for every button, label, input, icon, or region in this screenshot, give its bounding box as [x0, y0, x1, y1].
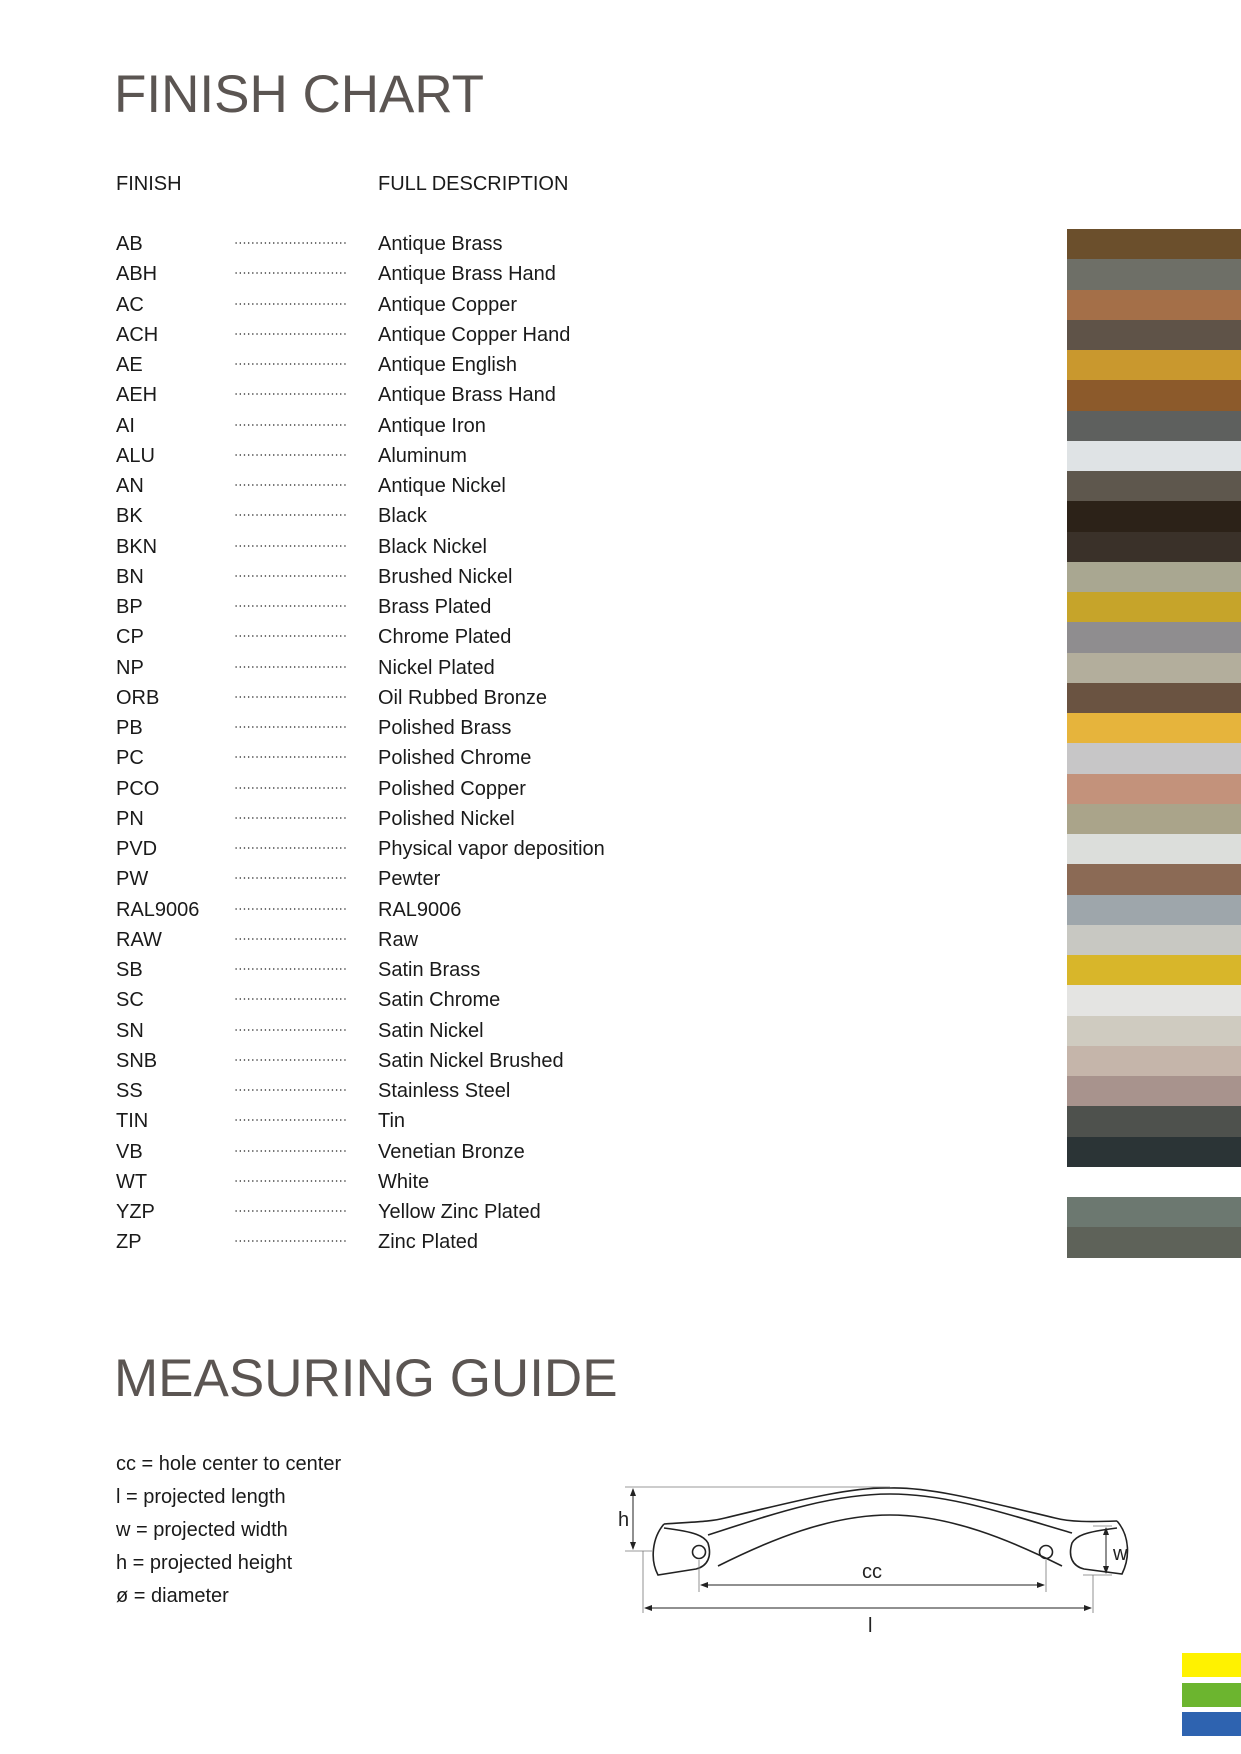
dot-leader [234, 787, 348, 789]
finish-swatch [1067, 713, 1241, 743]
finish-description: Black Nickel [378, 535, 487, 558]
finish-list [0, 229, 1241, 1258]
finish-code: ORB [116, 686, 160, 709]
finish-description: Black [378, 505, 427, 528]
finish-code: AN [116, 475, 144, 497]
finish-swatch [1067, 683, 1241, 713]
finish-description: Raw [378, 928, 419, 951]
finish-description: Brass Plated [378, 596, 492, 618]
finish-swatch [1067, 1137, 1241, 1167]
handle-diagram [600, 1460, 1160, 1640]
finish-description: Nickel Plated [378, 656, 495, 679]
finish-description: Antique Nickel [378, 475, 506, 497]
finish-row [0, 955, 1241, 985]
h-label: h [618, 1509, 630, 1531]
finish-description: RAL9006 [378, 898, 462, 921]
dot-leader [234, 756, 348, 758]
finish-row [0, 925, 1241, 955]
finish-description: Pewter [378, 868, 441, 891]
finish-swatch [1067, 592, 1241, 622]
finish-row [0, 985, 1241, 1015]
finish-code: PC [116, 747, 144, 770]
finish-row [0, 804, 1241, 834]
finish-row [0, 592, 1241, 622]
finish-swatch [1067, 1227, 1241, 1257]
finish-code: AI [116, 414, 135, 437]
finish-code: CP [116, 626, 144, 649]
finish-row [0, 501, 1241, 531]
finish-code: YZP [116, 1201, 155, 1223]
finish-code: PCO [116, 777, 160, 800]
finish-code: TIN [116, 1110, 149, 1133]
finish-row [0, 532, 1241, 562]
finish-row [0, 683, 1241, 713]
dot-leader [234, 1029, 348, 1031]
finish-row [0, 1227, 1241, 1257]
cc-label: cc [862, 1561, 882, 1583]
finish-description: Brushed Nickel [378, 565, 513, 588]
finish-code: BK [116, 505, 143, 528]
finish-code: PN [116, 807, 144, 830]
brand-color-green [1182, 1683, 1241, 1707]
finish-description: Venetian Bronze [378, 1140, 525, 1163]
finish-row [0, 350, 1241, 380]
legend-w: w = projected width [116, 1519, 288, 1541]
finish-description: Aluminum [378, 444, 467, 467]
finish-code: ZP [116, 1231, 142, 1254]
dot-leader [234, 1059, 348, 1061]
dot-leader [234, 998, 348, 1000]
finish-code: ACH [116, 323, 159, 346]
finish-row [0, 229, 1241, 259]
finish-code: VB [116, 1140, 143, 1163]
dot-leader [234, 424, 348, 426]
finish-row [0, 1106, 1241, 1136]
finish-code: SB [116, 959, 143, 981]
finish-description: Polished Brass [378, 717, 512, 739]
finish-description: Antique English [378, 354, 517, 376]
finish-swatch [1067, 1197, 1241, 1227]
finish-row [0, 380, 1241, 410]
finish-description: Physical vapor deposition [378, 838, 605, 860]
finish-swatch [1067, 411, 1241, 441]
dot-leader [234, 1150, 348, 1152]
finish-code: BP [116, 596, 143, 618]
dot-leader [234, 1180, 348, 1182]
finish-swatch [1067, 320, 1241, 350]
finish-row [0, 290, 1241, 320]
finish-description: White [378, 1170, 430, 1193]
finish-code: RAW [116, 928, 162, 951]
finish-row [0, 1137, 1241, 1167]
dot-leader [234, 363, 348, 365]
dot-leader [234, 726, 348, 728]
dot-leader [234, 1240, 348, 1242]
finish-swatch [1067, 562, 1241, 592]
dot-leader [234, 393, 348, 395]
legend-l: l = projected length [116, 1486, 286, 1508]
dot-leader [234, 514, 348, 516]
finish-description: Satin Nickel Brushed [378, 1049, 564, 1072]
finish-swatch [1067, 864, 1241, 894]
dot-leader [234, 817, 348, 819]
dot-leader [234, 575, 348, 577]
dot-leader [234, 877, 348, 879]
dot-leader [234, 847, 348, 849]
finish-description: Satin Nickel [378, 1019, 484, 1042]
dot-leader [234, 272, 348, 274]
handle-outline [653, 1488, 1127, 1575]
description-column-header: FULL DESCRIPTION [378, 173, 569, 195]
finish-row [0, 411, 1241, 441]
finish-description: Satin Chrome [378, 989, 501, 1012]
finish-swatch [1067, 441, 1241, 471]
legend-cc: cc = hole center to center [116, 1453, 342, 1475]
dot-leader [234, 666, 348, 668]
finish-row [0, 1016, 1241, 1046]
finish-description: Antique Copper [378, 293, 517, 316]
finish-code: NP [116, 656, 144, 679]
finish-code: BN [116, 565, 144, 588]
finish-code: SC [116, 989, 144, 1012]
finish-row [0, 471, 1241, 501]
finish-code: ALU [116, 444, 155, 467]
finish-swatch [1067, 471, 1241, 501]
finish-code: SNB [116, 1049, 158, 1072]
finish-description: Antique Iron [378, 414, 486, 437]
finish-code: PVD [116, 838, 158, 860]
brand-color-blue [1182, 1712, 1241, 1736]
finish-row [0, 320, 1241, 350]
finish-row [0, 653, 1241, 683]
finish-swatch [1067, 259, 1241, 289]
finish-code: AEH [116, 384, 158, 407]
finish-row [0, 1197, 1241, 1227]
finish-row [0, 713, 1241, 743]
finish-row [0, 774, 1241, 804]
brand-color-yellow [1182, 1653, 1241, 1677]
finish-swatch [1067, 1046, 1241, 1076]
finish-row [0, 1076, 1241, 1106]
legend-h: h = projected height [116, 1552, 293, 1574]
finish-code: AE [116, 354, 143, 376]
finish-description: Tin [378, 1110, 406, 1133]
finish-swatch [1067, 1016, 1241, 1046]
finish-swatch [1067, 1106, 1241, 1136]
finish-description: Oil Rubbed Bronze [378, 686, 547, 709]
finish-swatch [1067, 229, 1241, 259]
finish-row [0, 864, 1241, 894]
finish-row [0, 834, 1241, 864]
finish-swatch [1067, 895, 1241, 925]
finish-code: SS [116, 1080, 143, 1102]
finish-description: Antique Copper Hand [378, 323, 571, 346]
finish-description: Yellow Zinc Plated [378, 1201, 541, 1223]
finish-row [0, 1046, 1241, 1076]
finish-code: PW [116, 868, 149, 891]
measurement-legend [116, 1448, 341, 1613]
finish-row [0, 562, 1241, 592]
finish-swatch [1067, 774, 1241, 804]
dot-leader [234, 1119, 348, 1121]
finish-description: Antique Brass [378, 233, 503, 255]
dot-leader [234, 938, 348, 940]
dot-leader [234, 1210, 348, 1212]
finish-row [0, 1167, 1241, 1197]
finish-swatch [1067, 350, 1241, 380]
finish-description: Stainless Steel [378, 1080, 511, 1102]
dot-leader [234, 303, 348, 305]
w-label: w [1113, 1543, 1128, 1565]
finish-swatch [1067, 834, 1241, 864]
dot-leader [234, 1089, 348, 1091]
finish-row [0, 259, 1241, 289]
finish-code: WT [116, 1170, 148, 1193]
finish-swatch [1067, 985, 1241, 1015]
finish-swatch [1067, 380, 1241, 410]
finish-code: SN [116, 1019, 144, 1042]
finish-description: Chrome Plated [378, 626, 512, 649]
dot-leader [234, 333, 348, 335]
measuring-guide-title: MEASURING GUIDE [114, 1349, 618, 1408]
dot-leader [234, 242, 348, 244]
finish-description: Zinc Plated [378, 1231, 479, 1254]
dot-leader [234, 696, 348, 698]
finish-chart-title: FINISH CHART [114, 65, 485, 124]
dimension-lines [625, 1487, 1112, 1613]
finish-row [0, 622, 1241, 652]
dot-leader [234, 635, 348, 637]
dot-leader [234, 968, 348, 970]
finish-code: ABH [116, 263, 158, 286]
legend-diameter: ø = diameter [116, 1585, 229, 1607]
dot-leader [234, 908, 348, 910]
finish-swatch [1067, 925, 1241, 955]
finish-description: Antique Brass Hand [378, 384, 556, 407]
finish-code: PB [116, 717, 143, 739]
finish-column-header: FINISH [116, 173, 182, 195]
finish-row [0, 441, 1241, 471]
finish-code: AB [116, 233, 143, 255]
finish-code: AC [116, 293, 144, 316]
finish-swatch [1067, 290, 1241, 320]
finish-row [0, 895, 1241, 925]
finish-swatch [1067, 804, 1241, 834]
finish-swatch [1067, 955, 1241, 985]
dot-leader [234, 484, 348, 486]
finish-swatch [1067, 653, 1241, 683]
finish-swatch [1067, 1076, 1241, 1106]
finish-code: RAL9006 [116, 898, 200, 921]
finish-description: Antique Brass Hand [378, 263, 556, 286]
dot-leader [234, 545, 348, 547]
finish-row [0, 743, 1241, 773]
l-label: l [868, 1615, 873, 1637]
finish-description: Polished Chrome [378, 747, 532, 770]
dot-leader [234, 605, 348, 607]
finish-code: BKN [116, 535, 158, 558]
dot-leader [234, 454, 348, 456]
finish-swatch [1067, 532, 1241, 562]
finish-swatch [1067, 622, 1241, 652]
finish-description: Polished Copper [378, 777, 526, 800]
finish-swatch [1067, 743, 1241, 773]
finish-description: Satin Brass [378, 959, 481, 981]
finish-description: Polished Nickel [378, 807, 515, 830]
finish-swatch [1067, 501, 1241, 531]
